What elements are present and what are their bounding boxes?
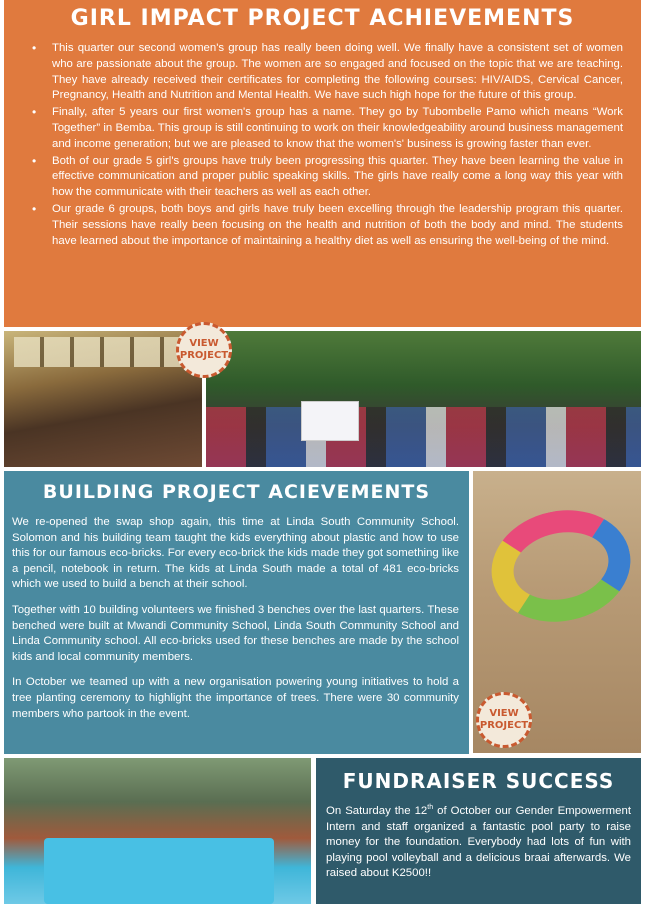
people-decoration bbox=[206, 407, 641, 467]
list-item: • Both of our grade 5 girl's groups have truly been progressing this quarter. They have been learning the value in effective communication and proper public speaking skills. The girls have really come a long way this year with how the communicate with their teachers as well as each other. bbox=[28, 154, 623, 201]
girl-impact-section bbox=[4, 0, 641, 327]
view-label: VIEW bbox=[189, 338, 219, 349]
view-label: VIEW bbox=[489, 708, 519, 719]
list-item: • Finally, after 5 years our first women's group has a name. They go by Tubombelle Pamo which means “Work Together” in Bemba. This group is still continuing to work on their knowledgeability around business management and income generation; but we are pleased to know that the women's' business is growing faster than ever. bbox=[28, 105, 623, 152]
building-body bbox=[4, 503, 469, 722]
certificate-icon bbox=[301, 401, 359, 441]
fundraiser-title: FUNDRAISER SUCCESS bbox=[342, 769, 615, 793]
fundraiser-text-start: On Saturday the 12 bbox=[326, 805, 428, 817]
view-project-button[interactable] bbox=[176, 322, 232, 378]
fundraiser-section bbox=[316, 758, 641, 904]
list-item: • This quarter our second women's group has really been doing well. We finally have a consistent set of women who are passionate about the group. The women are so engaged and focused on the topic that we are teaching. They have already received their certificates for completing the following courses: HIV/AIDS, Cervical Cancer, Pregnancy, Health and Nutrition and Mental Health. We have such high hope for the future of this group. bbox=[28, 41, 623, 104]
list-item: • Our grade 6 groups, both boys and girls have truly been excelling through the leadership program this quarter. Their sessions have really been focusing on the health and nutrition of both the body and mind. The students have learned about the importance of maintaining a healthy diet as well as ensuring the well-being of the mind. bbox=[28, 202, 623, 249]
building-paragraph: In October we teamed up with a new organisation powering young initiatives to hold a tree planting ceremony to highlight the importance of trees. There were 30 community members who partook in the event. bbox=[12, 676, 459, 720]
fundraiser-text-end: of October our Gender Empowerment Intern and staff organized a fantastic pool party to raise money for the foundation. Everybody had lots of fun with playing pool volleyball and a delicious braai afterwards. We raised about K2500!! bbox=[326, 805, 631, 880]
window-decoration bbox=[14, 337, 184, 367]
building-paragraph: Together with 10 building volunteers we finished 3 benches over the last quarters. These benched were built at Mwandi Community School, Linda South Community School and Linda Community school. All eco-bricks used for these benches are made by the school kids and local community members. bbox=[12, 603, 459, 663]
painted-ring-decoration bbox=[481, 498, 641, 635]
girl-impact-title: GIRL IMPACT PROJECT ACHIEVEMENTS bbox=[70, 6, 575, 31]
women-group-photo bbox=[206, 331, 641, 467]
view-project-button[interactable] bbox=[476, 692, 532, 748]
classroom-photo bbox=[4, 331, 202, 467]
date-suffix: th bbox=[427, 804, 434, 812]
project-label: PROJECT bbox=[479, 720, 529, 731]
girl-impact-list bbox=[28, 41, 623, 249]
fundraiser-text bbox=[316, 792, 641, 882]
project-label: PROJECT bbox=[179, 350, 229, 361]
building-title: BUILDING PROJECT ACIEVEMENTS bbox=[42, 481, 431, 503]
building-paragraph: We re-opened the swap shop again, this time at Linda South Community School. Solomon and his building team taught the kids everything about plastic and how to use this for our famous eco-bricks. For every eco-brick the kids made they got something like a pencil, notebook in return. The kids at Linda South made a total of 481 eco-bricks which we used to build a bench at their school. bbox=[12, 516, 459, 591]
pool-party-photo bbox=[4, 758, 311, 904]
building-section bbox=[4, 471, 469, 754]
pool-decoration bbox=[44, 838, 274, 904]
